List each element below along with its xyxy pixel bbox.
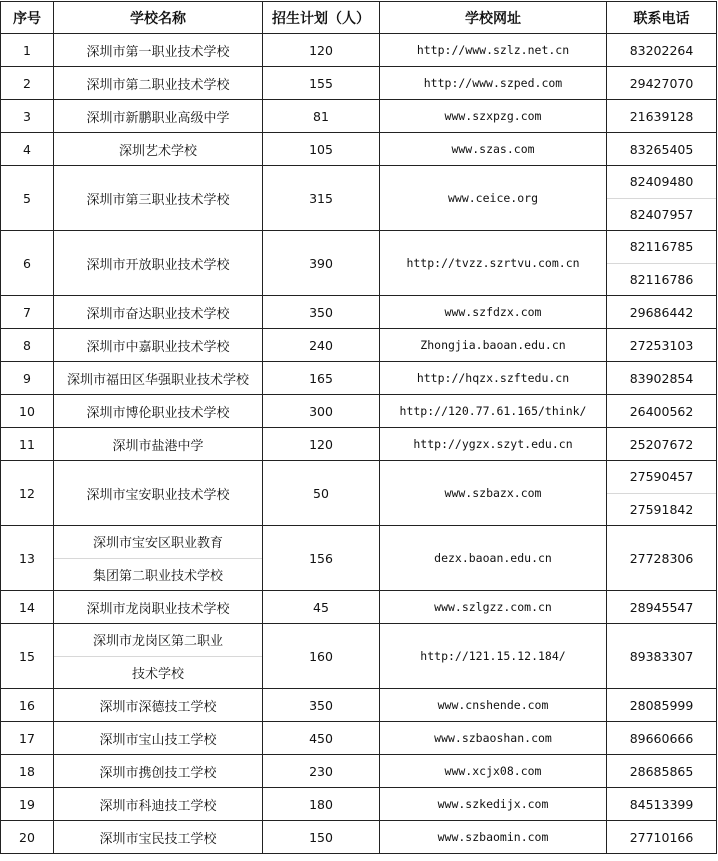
row-index: 13 — [1, 526, 54, 591]
contact-phone: 84513399 — [607, 788, 717, 821]
row-index: 14 — [1, 591, 54, 624]
school-website: www.szfdzx.com — [380, 296, 607, 329]
contact-phone: 29427070 — [607, 67, 717, 100]
school-website: www.szxpzg.com — [380, 100, 607, 133]
school-website: http://ygzx.szyt.edu.cn — [380, 428, 607, 461]
school-website: www.szas.com — [380, 133, 607, 166]
school-name: 深圳市盐港中学 — [54, 428, 263, 461]
enrollment-plan: 450 — [263, 722, 380, 755]
row-index: 3 — [1, 100, 54, 133]
contact-phone: 28945547 — [607, 591, 717, 624]
enrollment-plan: 155 — [263, 67, 380, 100]
row-index: 20 — [1, 821, 54, 854]
row-index: 4 — [1, 133, 54, 166]
table-row — [1, 821, 717, 854]
table-row — [1, 329, 717, 362]
school-name: 深圳市中嘉职业技术学校 — [54, 329, 263, 362]
school-website: www.xcjx08.com — [380, 755, 607, 788]
enrollment-plan: 180 — [263, 788, 380, 821]
table-row — [1, 788, 717, 821]
contact-phone — [607, 461, 717, 526]
enrollment-plan: 240 — [263, 329, 380, 362]
school-name: 深圳市宝山技工学校 — [54, 722, 263, 755]
school-name-line: 技术学校 — [54, 656, 262, 689]
school-name: 深圳市第一职业技术学校 — [54, 34, 263, 67]
enrollment-plan: 315 — [263, 166, 380, 231]
row-index: 6 — [1, 231, 54, 296]
school-name: 深圳市福田区华强职业技术学校 — [54, 362, 263, 395]
table-row — [1, 395, 717, 428]
school-name: 深圳市宝民技工学校 — [54, 821, 263, 854]
enrollment-plan: 300 — [263, 395, 380, 428]
contact-phone: 27710166 — [607, 821, 717, 854]
row-index: 7 — [1, 296, 54, 329]
school-website: http://www.szlz.net.cn — [380, 34, 607, 67]
contact-phone: 83202264 — [607, 34, 717, 67]
row-index: 18 — [1, 755, 54, 788]
school-name-line: 深圳市龙岗区第二职业 — [92, 634, 223, 650]
school-name: 深圳市龙岗职业技术学校 — [54, 591, 263, 624]
enrollment-plan: 160 — [263, 624, 380, 689]
enrollment-plan: 350 — [263, 689, 380, 722]
contact-phone-line: 82116786 — [607, 263, 716, 296]
contact-phone-stack — [607, 166, 716, 230]
enrollment-plan: 105 — [263, 133, 380, 166]
enrollment-plan: 165 — [263, 362, 380, 395]
school-name — [54, 624, 263, 689]
contact-phone: 28085999 — [607, 689, 717, 722]
enrollment-plan: 390 — [263, 231, 380, 296]
contact-phone: 26400562 — [607, 395, 717, 428]
school-website: http://121.15.12.184/ — [380, 624, 607, 689]
school-name: 深圳市开放职业技术学校 — [54, 231, 263, 296]
contact-phone-line: 27591842 — [607, 493, 716, 526]
enrollment-plan: 120 — [263, 34, 380, 67]
school-website: www.szlgzz.com.cn — [380, 591, 607, 624]
school-website: www.szkedijx.com — [380, 788, 607, 821]
enrollment-plan: 230 — [263, 755, 380, 788]
contact-phone: 29686442 — [607, 296, 717, 329]
contact-phone: 28685865 — [607, 755, 717, 788]
enrollment-plan: 150 — [263, 821, 380, 854]
row-index: 10 — [1, 395, 54, 428]
school-website: www.ceice.org — [380, 166, 607, 231]
school-website: http://hqzx.szftedu.cn — [380, 362, 607, 395]
table-row — [1, 689, 717, 722]
contact-phone-line: 82116785 — [629, 239, 694, 255]
school-name: 深圳市第二职业技术学校 — [54, 67, 263, 100]
header-row — [1, 2, 717, 34]
school-website: www.szbaoshan.com — [380, 722, 607, 755]
header-website: 学校网址 — [380, 2, 607, 34]
row-index: 11 — [1, 428, 54, 461]
contact-phone — [607, 231, 717, 296]
contact-phone: 83265405 — [607, 133, 717, 166]
school-name: 深圳市新鹏职业高级中学 — [54, 100, 263, 133]
enrollment-plan: 50 — [263, 461, 380, 526]
table-row — [1, 362, 717, 395]
header-index: 序号 — [1, 2, 54, 34]
contact-phone: 89383307 — [607, 624, 717, 689]
table-row — [1, 755, 717, 788]
table-row — [1, 624, 717, 689]
school-website: http://tvzz.szrtvu.com.cn — [380, 231, 607, 296]
contact-phone-line: 82407957 — [607, 198, 716, 231]
row-index: 19 — [1, 788, 54, 821]
contact-phone: 27253103 — [607, 329, 717, 362]
enrollment-plan: 81 — [263, 100, 380, 133]
table-row — [1, 296, 717, 329]
table-row — [1, 428, 717, 461]
school-name-line: 深圳市宝安区职业教育 — [92, 536, 223, 552]
table-row — [1, 133, 717, 166]
school-website: www.szbazx.com — [380, 461, 607, 526]
header-school-name: 学校名称 — [54, 2, 263, 34]
school-name: 深圳市第三职业技术学校 — [54, 166, 263, 231]
contact-phone: 21639128 — [607, 100, 717, 133]
header-enrollment-plan: 招生计划（人） — [263, 2, 380, 34]
table-row — [1, 67, 717, 100]
contact-phone: 83902854 — [607, 362, 717, 395]
header-phone: 联系电话 — [607, 2, 717, 34]
table-row — [1, 526, 717, 591]
contact-phone — [607, 166, 717, 231]
school-name: 深圳市携创技工学校 — [54, 755, 263, 788]
table-row — [1, 722, 717, 755]
row-index: 2 — [1, 67, 54, 100]
school-website: http://www.szped.com — [380, 67, 607, 100]
row-index: 15 — [1, 624, 54, 689]
school-name: 深圳市宝安职业技术学校 — [54, 461, 263, 526]
school-name-stack — [54, 526, 262, 590]
contact-phone-stack — [607, 461, 716, 525]
school-website: Zhongjia.baoan.edu.cn — [380, 329, 607, 362]
table-row — [1, 231, 717, 296]
contact-phone: 27728306 — [607, 526, 717, 591]
enrollment-plan: 45 — [263, 591, 380, 624]
school-name: 深圳市奋达职业技术学校 — [54, 296, 263, 329]
row-index: 1 — [1, 34, 54, 67]
school-website: www.cnshende.com — [380, 689, 607, 722]
table-row — [1, 166, 717, 231]
enrollment-plan: 350 — [263, 296, 380, 329]
school-website: http://120.77.61.165/think/ — [380, 395, 607, 428]
enrollment-plan: 156 — [263, 526, 380, 591]
table-body — [1, 34, 717, 854]
school-name: 深圳艺术学校 — [54, 133, 263, 166]
contact-phone: 25207672 — [607, 428, 717, 461]
row-index: 9 — [1, 362, 54, 395]
contact-phone-stack — [607, 231, 716, 295]
school-website: dezx.baoan.edu.cn — [380, 526, 607, 591]
contact-phone-line: 27590457 — [629, 469, 694, 485]
table-row — [1, 461, 717, 526]
row-index: 5 — [1, 166, 54, 231]
enrollment-plan: 120 — [263, 428, 380, 461]
school-name-line: 集团第二职业技术学校 — [54, 558, 262, 591]
school-name: 深圳市科迪技工学校 — [54, 788, 263, 821]
row-index: 16 — [1, 689, 54, 722]
row-index: 17 — [1, 722, 54, 755]
school-website: www.szbaomin.com — [380, 821, 607, 854]
row-index: 8 — [1, 329, 54, 362]
school-name: 深圳市深德技工学校 — [54, 689, 263, 722]
row-index: 12 — [1, 461, 54, 526]
school-name: 深圳市博伦职业技术学校 — [54, 395, 263, 428]
contact-phone: 89660666 — [607, 722, 717, 755]
contact-phone-line: 82409480 — [629, 174, 694, 190]
school-name — [54, 526, 263, 591]
school-table — [0, 1, 717, 854]
table-row — [1, 100, 717, 133]
table-row — [1, 34, 717, 67]
school-name-stack — [54, 624, 262, 688]
table-row — [1, 591, 717, 624]
